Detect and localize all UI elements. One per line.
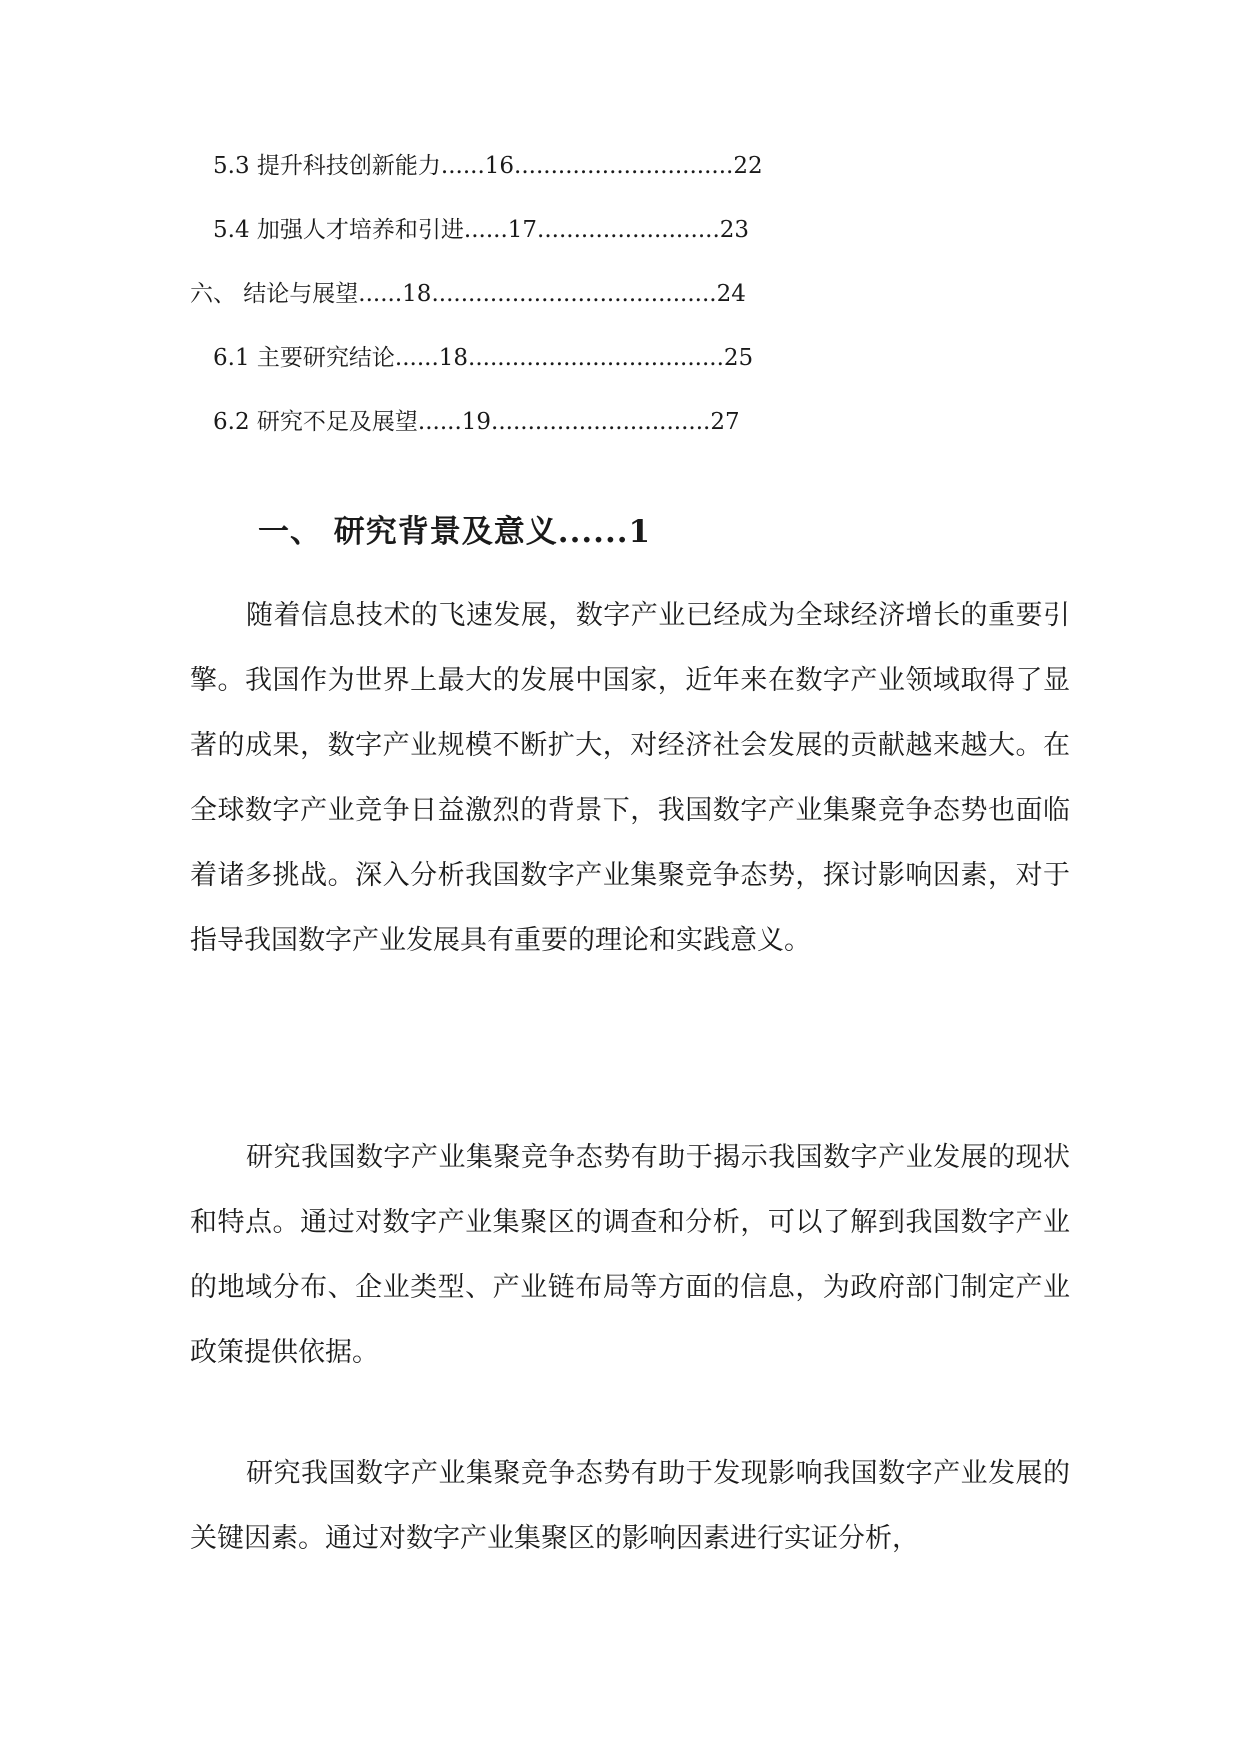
toc-entry-5-4[interactable] <box>213 212 749 248</box>
section-heading: 一、 研究背景及意义......1 <box>258 514 652 550</box>
toc-entry-text: 5.4 加强人才培养和引进......17.........................23 <box>213 217 750 243</box>
toc-entry-6-1[interactable] <box>213 340 753 376</box>
toc-entry-6-2[interactable] <box>213 404 740 440</box>
toc-entry-5-3[interactable] <box>213 148 763 184</box>
toc-entry-text: 6.2 研究不足及展望......19..............................27 <box>213 409 740 435</box>
body-paragraph: 研究我国数字产业集聚竞争态势有助于揭示我国数字产业发展的现状和特点。通过对数字产业集聚区的调查和分析，可以了解到我国数字产业的地域分布、企业类型、产业链布局等方面的信息，为政府部门制定产业政策提供依据。 <box>190 1142 1070 1368</box>
toc-entry-text: 5.3 提升科技创新能力......16..............................22 <box>213 153 763 179</box>
toc-entry-chapter-6[interactable] <box>190 276 746 312</box>
toc-entry-text: 六、 结论与展望......18.......................................24 <box>190 281 746 307</box>
body-paragraph: 研究我国数字产业集聚竞争态势有助于发现影响我国数字产业发展的关键因素。通过对数字产业集聚区的影响因素进行实证分析， <box>190 1458 1070 1554</box>
body-paragraph: 随着信息技术的飞速发展，数字产业已经成为全球经济增长的重要引擎。我国作为世界上最大的发展中国家，近年来在数字产业领域取得了显著的成果，数字产业规模不断扩大，对经济社会发展的贡献越来越大。在全球数字产业竞争日益激烈的背景下，我国数字产业集聚竞争态势也面临着诸多挑战。深入分析我国数字产业集聚竞争态势，探讨影响因素，对于指导我国数字产业发展具有重要的理论和实践意义。 <box>190 600 1070 956</box>
toc-entry-text: 6.1 主要研究结论......18...................................25 <box>213 345 754 371</box>
